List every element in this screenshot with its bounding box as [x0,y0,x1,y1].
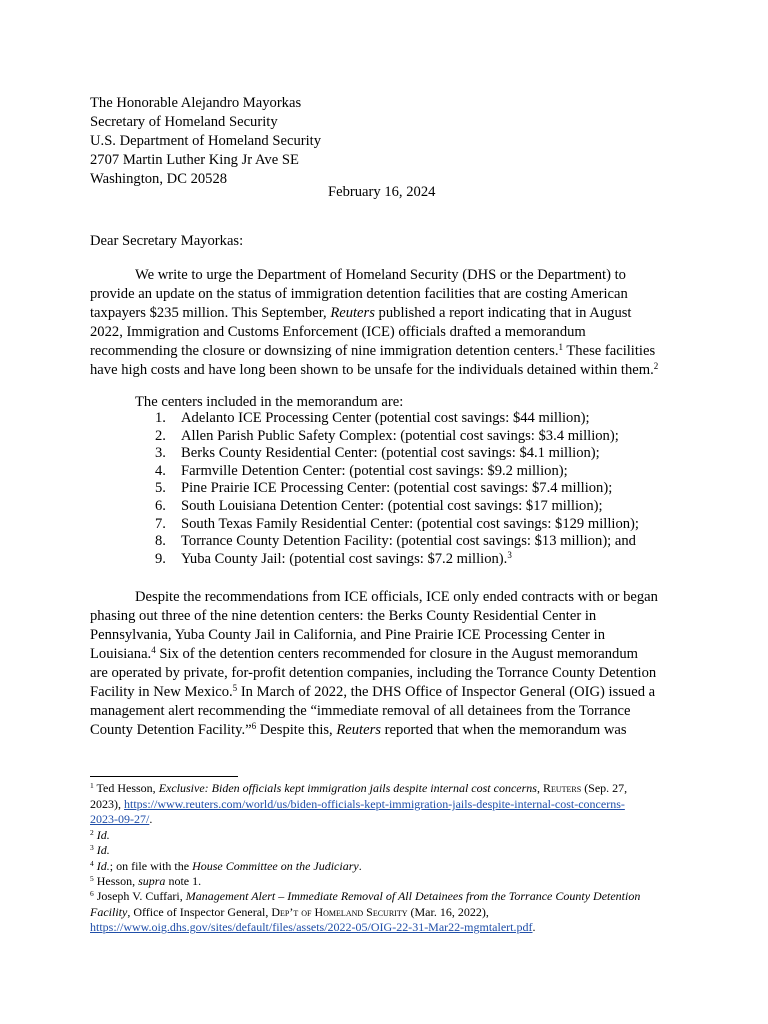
footnote-5: $^5$ Hesson, supra note 1. [90,874,202,888]
list-item: 9. Yuba County Jail: (potential cost savings: $7.2 million).$^3$ [155,549,512,567]
footnote-4: $^4$ Id.; on file with the House Committee on the Judiciary. [90,859,362,873]
letter-date: February 16, 2024 [328,184,436,200]
recipient-department: U.S. Department of Homeland Security [90,133,322,149]
footnote-1: $^1$ Ted Hesson, Exclusive: Biden officials kept immigration jails despite internal cost concerns, Reuters (Sep. 27, 2023), https://www.reuters.com/world/us/biden-officials-kept-immigration-jails-despite-internal-cost-concerns- 2023-09-27/. [90,781,628,827]
list-item: 6. South Louisiana Detention Center: (potential cost savings: $17 million); [155,497,603,514]
recipient-city: Washington, DC 20528 [90,171,228,187]
reuters-link-continued[interactable]: 2023-09-27/ [90,812,150,827]
footnote-ref-4[interactable]: 4 [151,645,156,655]
footnote-3: $^3$ Id. [90,843,110,857]
list-item: 7. South Texas Family Residential Center: (potential cost savings: $129 million); [155,515,639,532]
list-item: 4. Farmville Detention Center: (potential cost savings: $9.2 million); [155,462,568,479]
recipient-address [90,94,690,189]
footnote-6: $^6$ Joseph V. Cuffari, Management Alert – Immediate Removal of All Detainees from the Torrance County Detention Facility, Office of Inspector General, Dep’t of Homeland Security (Mar. 16, 2022), https://www.oig.dhs.gov/sites/default/files/assets/2022-05/OIG-22-31-Mar22-mgmtalert.pdf. [90,889,641,935]
salutation: Dear Secretary Mayorkas: [90,233,244,249]
detention-centers-list [155,410,639,568]
list-intro: The centers included in the memorandum are: [135,394,404,410]
recipient-street: 2707 Martin Luther King Jr Ave SE [90,152,299,168]
footnote-ref-2[interactable]: 2 [653,361,659,371]
recipient-title: Secretary of Homeland Security [90,114,278,130]
footnote-ref-5[interactable]: 5 [232,683,238,693]
paragraph-1: We write to urge the Department of Homeland Security (DHS or the Department) to provide an update on the status of immigration detention facilities that are costing American taxpayers $235 million. This September, Reuters published a report indicating that in August 2022, Immigration and Customs Enforcement (ICE) officials drafted a memorandum recommending the closure or downsizing of nine immigration detention centers.$^1$ These facilities have high costs and have long been shown to be unsafe for the individuals detained within them.$^2$ [90,267,659,378]
recipient-name: The Honorable Alejandro Mayorkas [90,95,302,111]
oig-link[interactable]: https://www.oig.dhs.gov/sites/default/files/assets/2022-05/OIG-22-31-Mar22-mgmtalert.pdf [90,920,533,935]
list-item: 5. Pine Prairie ICE Processing Center: (potential cost savings: $7.4 million); [155,480,613,497]
list-item: 2. Allen Parish Public Safety Complex: (potential cost savings: $3.4 million); [155,427,619,444]
list-item: 3. Berks County Residential Center: (potential cost savings: $4.1 million); [155,445,600,462]
footnote-ref-3[interactable]: 3 [507,549,512,560]
reuters-link[interactable]: https://www.reuters.com/world/us/biden-officials-kept-immigration-jails-despite-internal-cost-concerns- [124,796,625,811]
list-item: 1. Adelanto ICE Processing Center (potential cost savings: $44 million); [155,410,590,426]
footnote-ref-1[interactable]: 1 [558,342,563,352]
footnote-ref-6[interactable]: 6 [251,721,257,731]
footnote-divider [90,776,238,777]
list-item: 8. Torrance County Detention Facility: (potential cost savings: $13 million); and [155,533,636,550]
footnote-2: $^2$ Id. [90,828,110,842]
paragraph-2: Despite the recommendations from ICE officials, ICE only ended contracts with or began phasing out three of the nine detention centers: the Berks County Residential Center in Pennsylvania, Yuba County Jail in California, and Pine Prairie ICE Processing Center in Louisiana.$^4$ Six of the detention centers recommended for closure in the August memorandum are operated by private, for-profit detention companies, including the Torrance County Detention Facility in New Mexico.$^5$ In March of 2022, the DHS Office of Inspector General (OIG) issued a management alert recommending the “immediate removal of all detainees from the Torrance County Detention Facility.”$^6$ Despite this, Reuters reported that when the memorandum was [90,589,658,738]
